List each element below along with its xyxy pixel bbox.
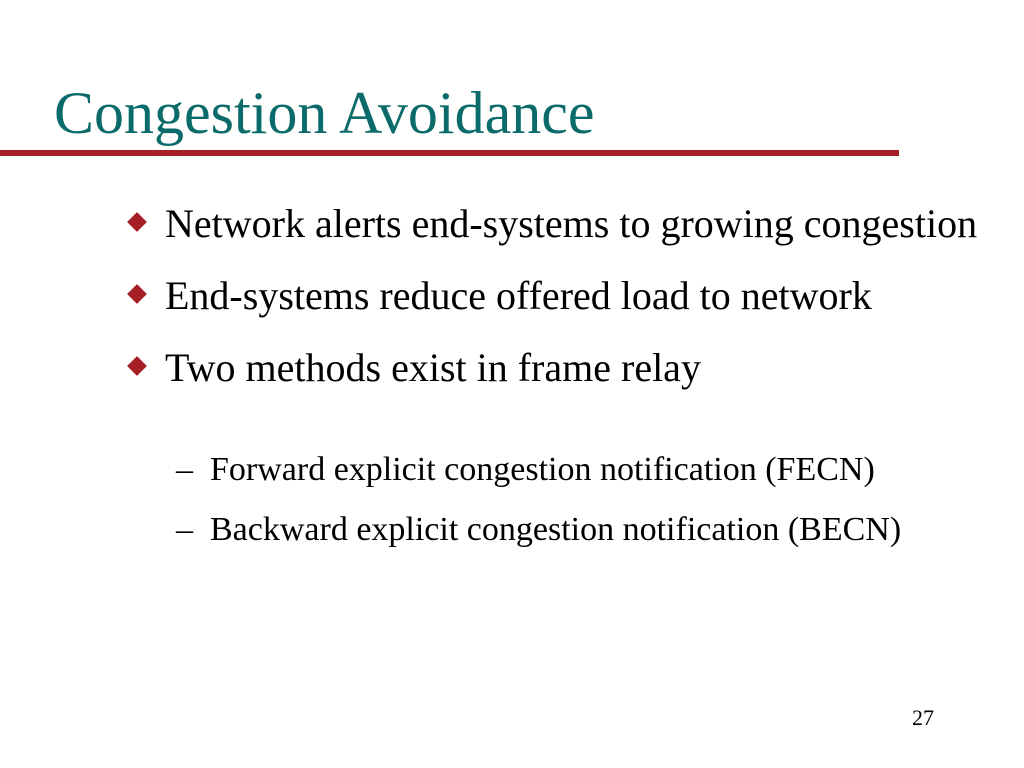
diamond-icon — [127, 284, 147, 304]
sub-bullet-item — [176, 448, 936, 492]
bullet-text: Network alerts end-systems to growing congestion — [165, 201, 978, 246]
page-number: 27 — [912, 705, 934, 730]
sub-bullet-list — [176, 448, 936, 568]
diamond-icon — [127, 212, 147, 232]
bullet-item — [130, 340, 1000, 396]
bullet-item — [130, 196, 1000, 252]
bullet-list — [130, 196, 1000, 412]
diamond-icon — [127, 356, 147, 376]
bullet-text: End-systems reduce offered load to network — [165, 273, 872, 318]
sub-bullet-text: Forward explicit congestion notification (FECN) — [210, 451, 875, 488]
dash-marker: – — [176, 451, 193, 488]
bullet-text: Two methods exist in frame relay — [165, 345, 701, 390]
sub-bullet-item — [176, 508, 936, 552]
bullet-item — [130, 268, 1000, 324]
title-divider — [0, 150, 899, 156]
slide-title: Congestion Avoidance — [54, 80, 595, 146]
sub-bullet-text: Backward explicit congestion notification (BECN) — [210, 511, 902, 548]
dash-marker: – — [176, 511, 193, 548]
